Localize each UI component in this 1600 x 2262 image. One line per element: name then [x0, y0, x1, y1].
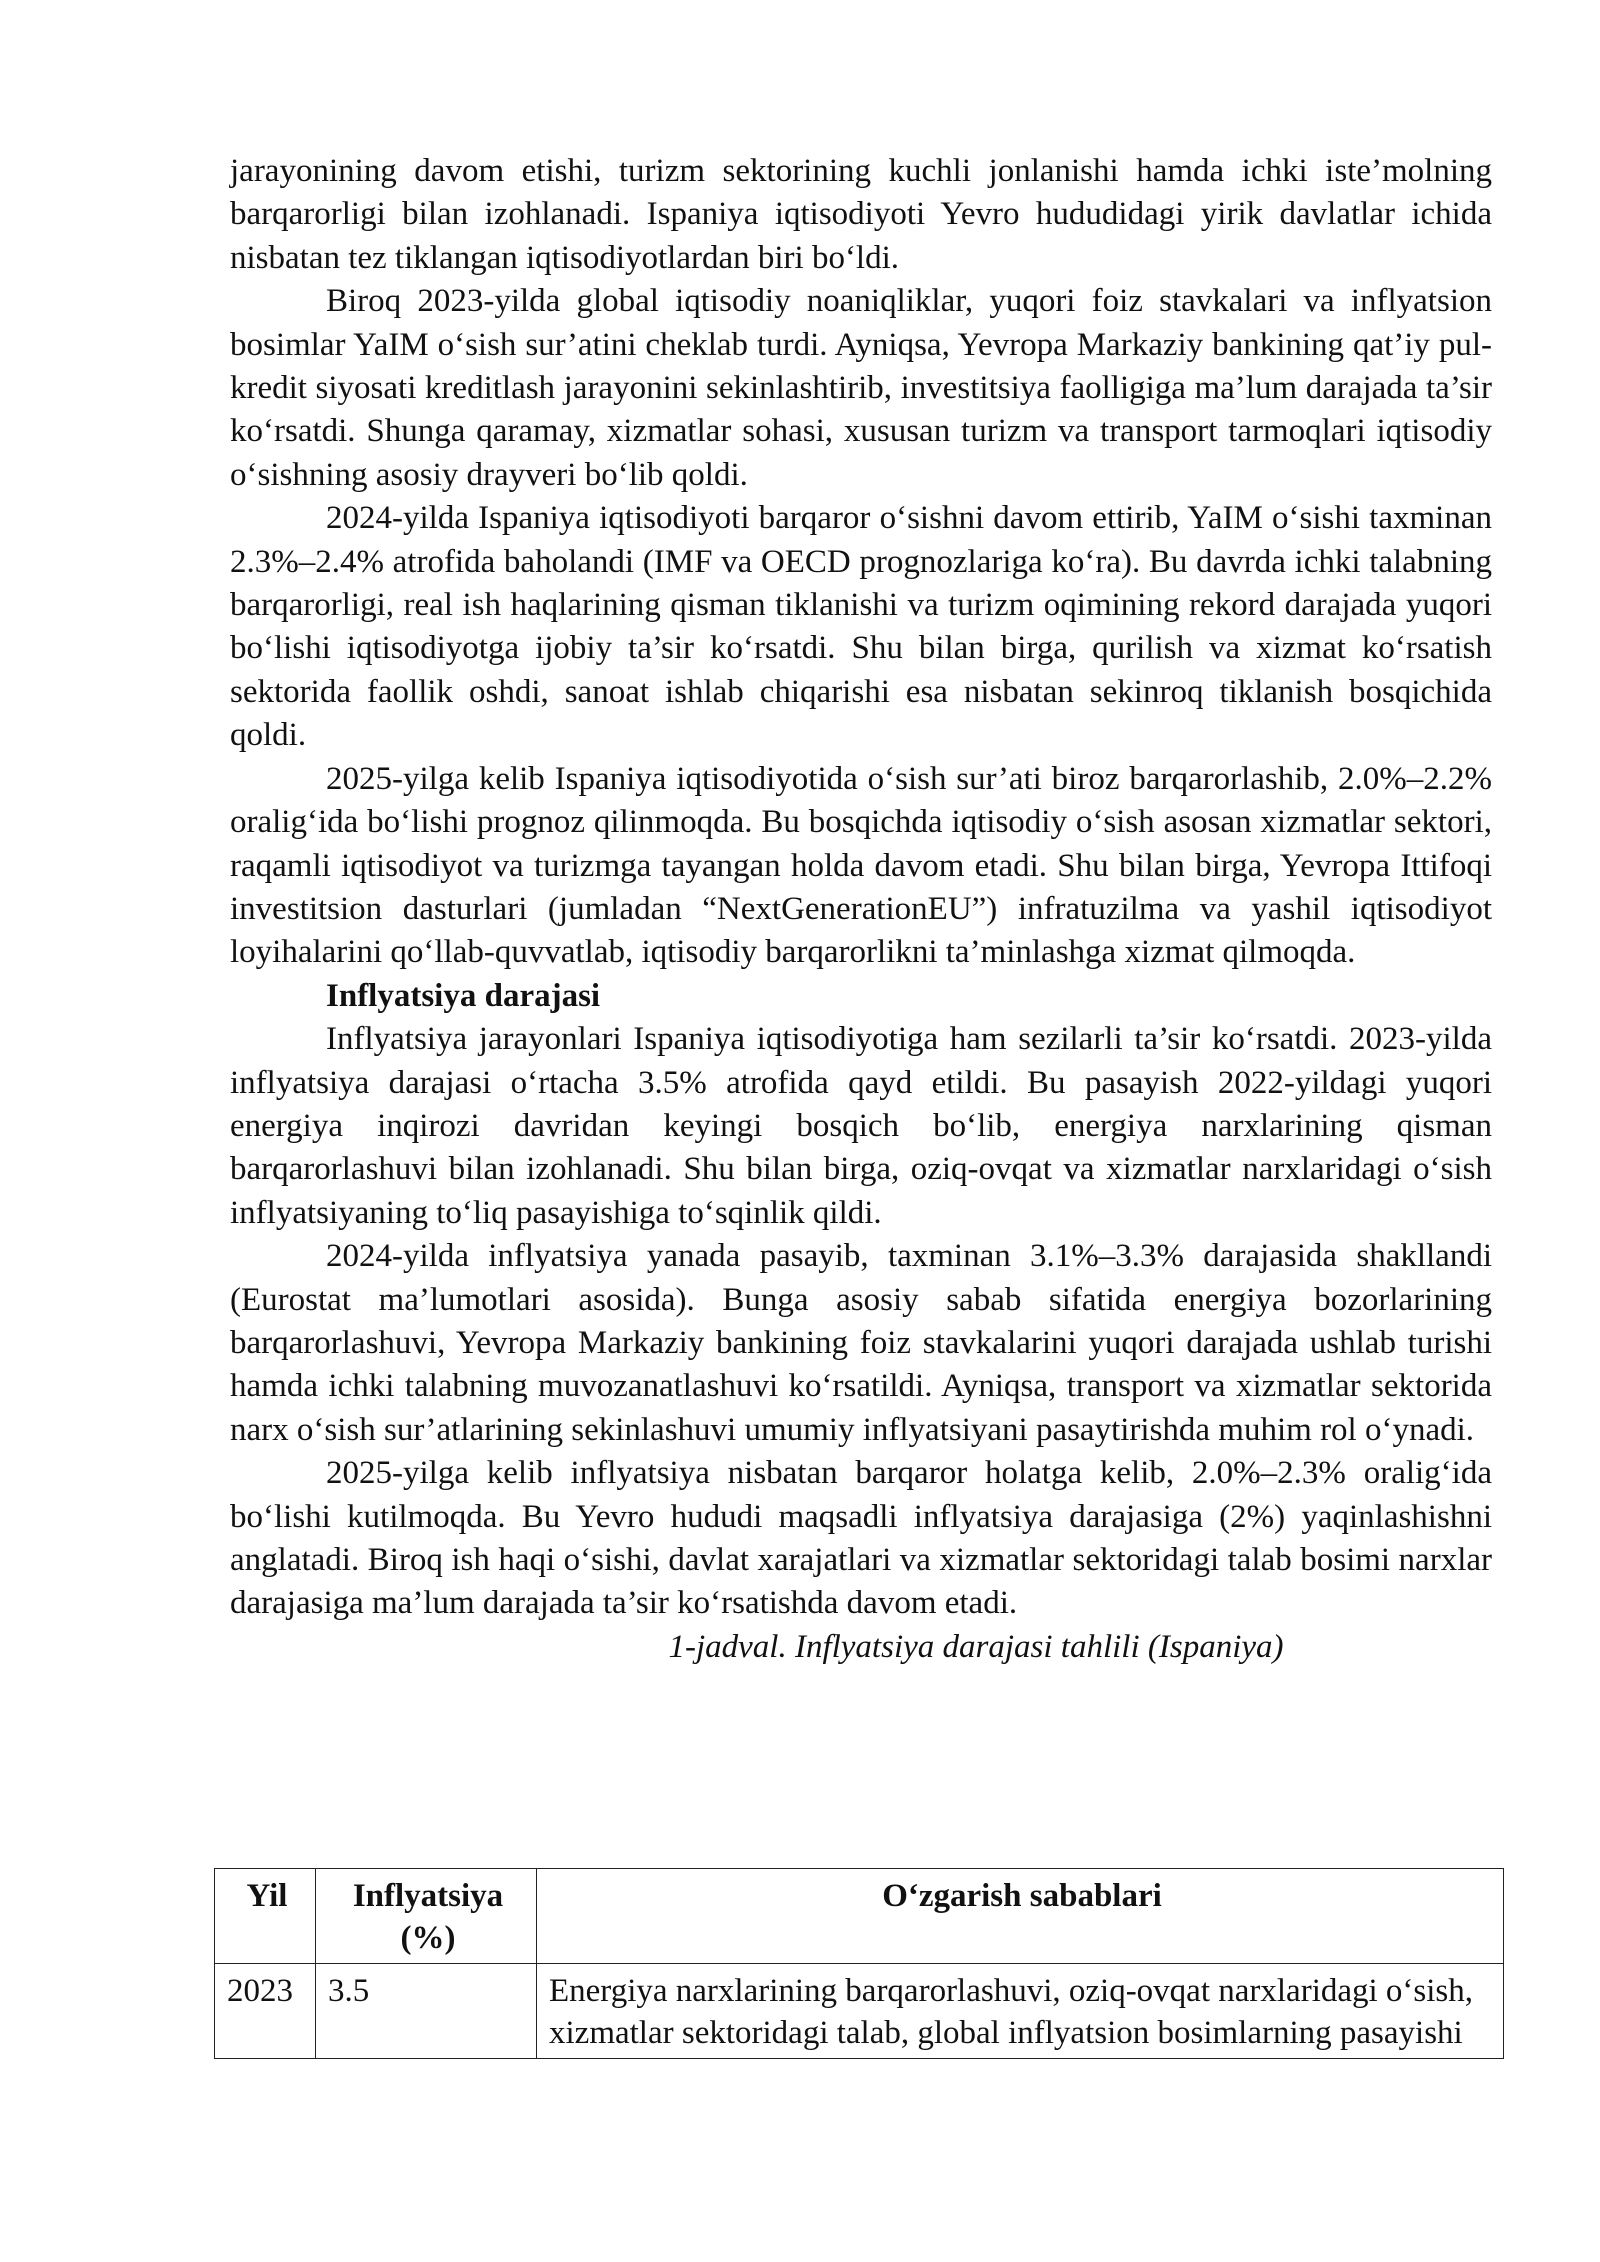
header-inflation: Inflyatsiya (%) [316, 1869, 537, 1964]
document-page [230, 150, 1492, 1677]
paragraph-2025-inflation: 2025-yilga kelib inflyatsiya nisbatan barqaror holatga kelib, 2.0%–2.3% oralig‘ida bo‘lishi kutilmoqda. Bu Yevro hududi maqsadli inflyatsiya darajasiga (2%) yaqinlashishni anglatadi. Biroq ish haqi o‘sishi, davlat xarajatlari va xizmatlar sektoridagi talab bosimi narxlar darajasiga ma’lum darajada ta’sir ko‘rsatishda davom etadi. [230, 1455, 1492, 1622]
paragraph-2023-gdp: Biroq 2023-yilda global iqtisodiy noaniqliklar, yuqori foiz stavkalari va inflyatsion bosimlar YaIM o‘sish sur’atini cheklab turdi. Ayniqsa, Yevropa Markaziy bankining qat’iy pul-kredit siyosati kreditlash jarayonini sekinlashtirib, investitsiya faolligiga ma’lum darajada ta’sir ko‘rsatdi. Shunga qaramay, xizmatlar sohasi, xususan turizm va transport tarmoqlari iqtisodiy o‘sishning asosiy drayveri bo‘lib qoldi. [230, 283, 1492, 493]
cell-year: 2023 [215, 1964, 316, 2059]
header-year: Yil [215, 1869, 316, 1964]
cell-reasons: Energiya narxlarining barqarorlashuvi, oziq-ovqat narxlaridagi o‘sish, xizmatlar sektoridagi talab, global inflyatsion bosimlarning pasayishi [537, 1964, 1504, 2059]
table-header-row [215, 1869, 1504, 1964]
paragraph-2025-gdp: 2025-yilga kelib Ispaniya iqtisodiyotida o‘sish sur’ati biroz barqarorlashib, 2.0%–2.2% oralig‘ida bo‘lishi prognoz qilinmoqda. Bu bosqichda iqtisodiy o‘sish asosan xizmatlar sektori, raqamli iqtisodiyot va turizmga tayangan holda davom etadi. Shu bilan birga, Yevropa Ittifoqi investitsion dasturlari (jumladan “NextGenerationEU”) infratuzilma va yashil iqtisodiyot loyihalarini qo‘llab-quvvatlab, iqtisodiy barqarorlikni ta’minlashga xizmat qilmoqda. [230, 760, 1492, 971]
paragraph-2024-inflation: 2024-yilda inflyatsiya yanada pasayib, taxminan 3.1%–3.3% darajasida shakllandi (Eurostat ma’lumotlari asosida). Bunga asosiy sabab sifatida energiya bozorlarining barqarorlashuvi, Yevropa Markaziy bankining foiz stavkalarini yuqori darajada ushlab turishi hamda ichki talabning muvozanatlashuvi ko‘rsatildi. Ayniqsa, transport va xizmatlar sektorida narx o‘sish sur’atlarining sekinlashuvi umumiy inflyatsiyani pasaytirishda muhim rol o‘ynadi. [230, 1238, 1492, 1448]
paragraph-2024-gdp: 2024-yilda Ispaniya iqtisodiyoti barqaror o‘sishni davom ettirib, YaIM o‘sishi taxminan 2.3%–2.4% atrofida baholandi (IMF va OECD prognozlariga ko‘ra). Bu davrda ichki talabning barqarorligi, real ish haqlarining qisman tiklanishi va turizm oqimining rekord darajada yuqori bo‘lishi iqtisodiyotga ijobiy ta’sir ko‘rsatdi. Shu bilan birga, qurilish va xizmat ko‘rsatish sektorida faollik oshdi, sanoat ishlab chiqarishi esa nisbatan sekinroq tiklanish bosqichida qoldi. [230, 500, 1492, 754]
header-reasons: O‘zgarish sabablari [537, 1869, 1504, 1964]
table-row [215, 1964, 1504, 2059]
paragraph-continuation: jarayonining davom etishi, turizm sektorining kuchli jonlanishi hamda ichki iste’molning barqarorligi bilan izohlanadi. Ispaniya iqtisodiyoti Yevro hududidagi yirik davlatlar ichida nisbatan tez tiklangan iqtisodiyotlardan biri bo‘ldi. [230, 153, 1492, 276]
cell-inflation: 3.5 [316, 1964, 537, 2059]
table-caption: 1-jadval. Inflyatsiya darajasi tahlili (Ispaniya) [668, 1628, 1284, 1665]
inflation-table [214, 1868, 1504, 2059]
section-heading-inflation: Inflyatsiya darajasi [326, 977, 601, 1014]
paragraph-2023-inflation: Inflyatsiya jarayonlari Ispaniya iqtisodiyotiga ham sezilarli ta’sir ko‘rsatdi. 2023-yilda inflyatsiya darajasi o‘rtacha 3.5% atrofida qayd etildi. Bu pasayish 2022-yildagi yuqori energiya inqirozi davridan keyingi bosqich bo‘lib, energiya narxlarining qisman barqarorlashuvi bilan izohlanadi. Shu bilan birga, oziq-ovqat va xizmatlar narxlaridagi o‘sish inflyatsiyaning to‘liq pasayishiga to‘sqinlik qildi. [230, 1021, 1492, 1231]
